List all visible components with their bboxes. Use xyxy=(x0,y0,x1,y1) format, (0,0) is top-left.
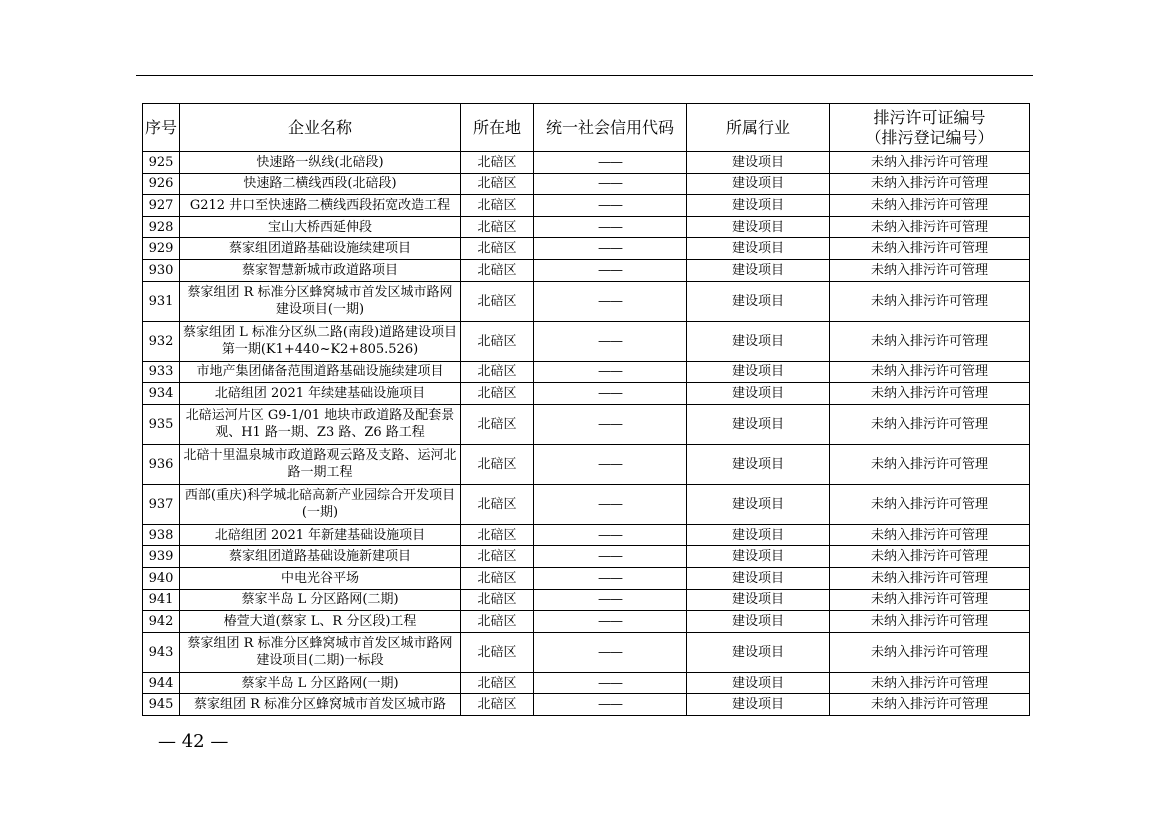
cell-industry: 建设项目 xyxy=(687,484,830,524)
cell-company-name: 快速路二横线西段(北碚段) xyxy=(180,173,461,195)
table-row xyxy=(143,632,1030,672)
cell-location: 北碚区 xyxy=(461,444,534,484)
table-row xyxy=(143,152,1030,174)
cell-location: 北碚区 xyxy=(461,321,534,361)
table-row xyxy=(143,611,1030,633)
table-row xyxy=(143,694,1030,716)
header-industry: 所属行业 xyxy=(687,104,830,152)
table-row xyxy=(143,321,1030,361)
cell-industry: 建设项目 xyxy=(687,361,830,383)
cell-permit-number: 未纳入排污许可管理 xyxy=(830,484,1030,524)
cell-permit-number: 未纳入排污许可管理 xyxy=(830,383,1030,405)
table-row xyxy=(143,672,1030,694)
cell-seq: 932 xyxy=(143,321,180,361)
cell-permit-number: 未纳入排污许可管理 xyxy=(830,152,1030,174)
header-permit-line1: 排污许可证编号 xyxy=(873,107,986,127)
cell-permit-number: 未纳入排污许可管理 xyxy=(830,632,1030,672)
cell-permit-number: 未纳入排污许可管理 xyxy=(830,195,1030,217)
cell-location: 北碚区 xyxy=(461,281,534,321)
cell-permit-number: 未纳入排污许可管理 xyxy=(830,281,1030,321)
cell-seq: 944 xyxy=(143,672,180,694)
cell-company-name: 蔡家智慧新城市政道路项目 xyxy=(180,259,461,281)
cell-permit-number: 未纳入排污许可管理 xyxy=(830,524,1030,546)
cell-industry: 建设项目 xyxy=(687,444,830,484)
cell-company-name: 北碚十里温泉城市政道路观云路及支路、运河北路一期工程 xyxy=(180,444,461,484)
cell-location: 北碚区 xyxy=(461,383,534,405)
cell-credit-code: —— xyxy=(534,611,687,633)
cell-permit-number: 未纳入排污许可管理 xyxy=(830,567,1030,589)
page-number: — 42 — xyxy=(158,731,229,752)
cell-seq: 943 xyxy=(143,632,180,672)
table-row xyxy=(143,484,1030,524)
cell-permit-number: 未纳入排污许可管理 xyxy=(830,611,1030,633)
cell-location: 北碚区 xyxy=(461,694,534,716)
cell-industry: 建设项目 xyxy=(687,173,830,195)
cell-credit-code: —— xyxy=(534,672,687,694)
table-row xyxy=(143,546,1030,568)
cell-permit-number: 未纳入排污许可管理 xyxy=(830,694,1030,716)
cell-permit-number: 未纳入排污许可管理 xyxy=(830,546,1030,568)
cell-industry: 建设项目 xyxy=(687,672,830,694)
cell-credit-code: —— xyxy=(534,216,687,238)
cell-credit-code: —— xyxy=(534,281,687,321)
cell-industry: 建设项目 xyxy=(687,694,830,716)
table-row xyxy=(143,361,1030,383)
cell-location: 北碚区 xyxy=(461,361,534,383)
cell-location: 北碚区 xyxy=(461,238,534,260)
cell-industry: 建设项目 xyxy=(687,216,830,238)
cell-permit-number: 未纳入排污许可管理 xyxy=(830,321,1030,361)
cell-company-name: 蔡家组团 R 标准分区蜂窝城市首发区城市路网建设项目(二期)一标段 xyxy=(180,632,461,672)
cell-location: 北碚区 xyxy=(461,484,534,524)
cell-credit-code: —— xyxy=(534,404,687,444)
cell-credit-code: —— xyxy=(534,361,687,383)
header-company-name: 企业名称 xyxy=(180,104,461,152)
cell-seq: 928 xyxy=(143,216,180,238)
cell-location: 北碚区 xyxy=(461,195,534,217)
cell-industry: 建设项目 xyxy=(687,567,830,589)
cell-permit-number: 未纳入排污许可管理 xyxy=(830,589,1030,611)
cell-company-name: G212 井口至快速路二横线西段拓宽改造工程 xyxy=(180,195,461,217)
table-row xyxy=(143,444,1030,484)
cell-location: 北碚区 xyxy=(461,546,534,568)
cell-credit-code: —— xyxy=(534,383,687,405)
cell-seq: 942 xyxy=(143,611,180,633)
cell-industry: 建设项目 xyxy=(687,546,830,568)
table-header-row xyxy=(143,104,1030,152)
cell-seq: 930 xyxy=(143,259,180,281)
cell-company-name: 蔡家半岛 L 分区路网(一期) xyxy=(180,672,461,694)
cell-company-name: 蔡家组团道路基础设施新建项目 xyxy=(180,546,461,568)
table-row xyxy=(143,259,1030,281)
pollution-permit-table xyxy=(142,103,1030,716)
cell-credit-code: —— xyxy=(534,524,687,546)
table-row xyxy=(143,383,1030,405)
cell-location: 北碚区 xyxy=(461,173,534,195)
table-row xyxy=(143,281,1030,321)
cell-credit-code: —— xyxy=(534,238,687,260)
cell-company-name: 北碚组团 2021 年新建基础设施项目 xyxy=(180,524,461,546)
table-row xyxy=(143,589,1030,611)
cell-industry: 建设项目 xyxy=(687,259,830,281)
cell-company-name: 宝山大桥西延伸段 xyxy=(180,216,461,238)
cell-location: 北碚区 xyxy=(461,589,534,611)
cell-company-name: 蔡家组团 L 标准分区纵二路(南段)道路建设项目第一期(K1+440~K2+805.526) xyxy=(180,321,461,361)
cell-permit-number: 未纳入排污许可管理 xyxy=(830,404,1030,444)
cell-industry: 建设项目 xyxy=(687,152,830,174)
cell-credit-code: —— xyxy=(534,484,687,524)
cell-location: 北碚区 xyxy=(461,632,534,672)
table-row xyxy=(143,195,1030,217)
cell-permit-number: 未纳入排污许可管理 xyxy=(830,361,1030,383)
cell-seq: 926 xyxy=(143,173,180,195)
cell-credit-code: —— xyxy=(534,259,687,281)
cell-seq: 931 xyxy=(143,281,180,321)
cell-seq: 934 xyxy=(143,383,180,405)
cell-permit-number: 未纳入排污许可管理 xyxy=(830,173,1030,195)
cell-location: 北碚区 xyxy=(461,611,534,633)
cell-seq: 925 xyxy=(143,152,180,174)
table-row xyxy=(143,524,1030,546)
cell-industry: 建设项目 xyxy=(687,195,830,217)
cell-credit-code: —— xyxy=(534,589,687,611)
cell-company-name: 北碚组团 2021 年续建基础设施项目 xyxy=(180,383,461,405)
table-row xyxy=(143,216,1030,238)
cell-seq: 945 xyxy=(143,694,180,716)
cell-credit-code: —— xyxy=(534,694,687,716)
cell-company-name: 蔡家组团 R 标准分区蜂窝城市首发区城市路网建设项目(一期) xyxy=(180,281,461,321)
cell-credit-code: —— xyxy=(534,546,687,568)
cell-company-name: 蔡家组团道路基础设施续建项目 xyxy=(180,238,461,260)
cell-location: 北碚区 xyxy=(461,524,534,546)
cell-location: 北碚区 xyxy=(461,404,534,444)
cell-seq: 929 xyxy=(143,238,180,260)
cell-industry: 建设项目 xyxy=(687,404,830,444)
cell-company-name: 市地产集团储备范围道路基础设施续建项目 xyxy=(180,361,461,383)
cell-credit-code: —— xyxy=(534,567,687,589)
cell-industry: 建设项目 xyxy=(687,238,830,260)
table-row xyxy=(143,404,1030,444)
cell-industry: 建设项目 xyxy=(687,611,830,633)
cell-seq: 939 xyxy=(143,546,180,568)
table-row xyxy=(143,567,1030,589)
cell-permit-number: 未纳入排污许可管理 xyxy=(830,216,1030,238)
cell-location: 北碚区 xyxy=(461,259,534,281)
cell-permit-number: 未纳入排污许可管理 xyxy=(830,444,1030,484)
cell-industry: 建设项目 xyxy=(687,589,830,611)
cell-industry: 建设项目 xyxy=(687,632,830,672)
cell-seq: 933 xyxy=(143,361,180,383)
cell-permit-number: 未纳入排污许可管理 xyxy=(830,672,1030,694)
cell-location: 北碚区 xyxy=(461,672,534,694)
cell-company-name: 北碚运河片区 G9-1/01 地块市政道路及配套景观、H1 路一期、Z3 路、Z6 路工程 xyxy=(180,404,461,444)
cell-seq: 927 xyxy=(143,195,180,217)
cell-industry: 建设项目 xyxy=(687,281,830,321)
cell-location: 北碚区 xyxy=(461,152,534,174)
cell-location: 北碚区 xyxy=(461,567,534,589)
cell-seq: 935 xyxy=(143,404,180,444)
cell-seq: 941 xyxy=(143,589,180,611)
cell-credit-code: —— xyxy=(534,195,687,217)
cell-credit-code: —— xyxy=(534,152,687,174)
cell-company-name: 蔡家半岛 L 分区路网(二期) xyxy=(180,589,461,611)
header-permit-line2: （排污登记编号） xyxy=(865,127,994,147)
cell-seq: 937 xyxy=(143,484,180,524)
cell-company-name: 中电光谷平场 xyxy=(180,567,461,589)
cell-seq: 936 xyxy=(143,444,180,484)
cell-company-name: 椿萱大道(蔡家 L、R 分区段)工程 xyxy=(180,611,461,633)
cell-seq: 938 xyxy=(143,524,180,546)
cell-company-name: 快速路一纵线(北碚段) xyxy=(180,152,461,174)
cell-company-name: 西部(重庆)科学城北碚高新产业园综合开发项目(一期) xyxy=(180,484,461,524)
table-row xyxy=(143,238,1030,260)
cell-credit-code: —— xyxy=(534,321,687,361)
cell-company-name: 蔡家组团 R 标准分区蜂窝城市首发区城市路 xyxy=(180,694,461,716)
cell-permit-number: 未纳入排污许可管理 xyxy=(830,238,1030,260)
header-rule xyxy=(136,75,1033,76)
cell-location: 北碚区 xyxy=(461,216,534,238)
header-credit-code: 统一社会信用代码 xyxy=(534,104,687,152)
cell-credit-code: —— xyxy=(534,173,687,195)
header-location: 所在地 xyxy=(461,104,534,152)
header-permit-number xyxy=(830,104,1030,152)
cell-industry: 建设项目 xyxy=(687,321,830,361)
cell-industry: 建设项目 xyxy=(687,524,830,546)
cell-industry: 建设项目 xyxy=(687,383,830,405)
cell-credit-code: —— xyxy=(534,632,687,672)
cell-permit-number: 未纳入排污许可管理 xyxy=(830,259,1030,281)
table-row xyxy=(143,173,1030,195)
cell-seq: 940 xyxy=(143,567,180,589)
cell-credit-code: —— xyxy=(534,444,687,484)
header-seq: 序号 xyxy=(143,104,180,152)
